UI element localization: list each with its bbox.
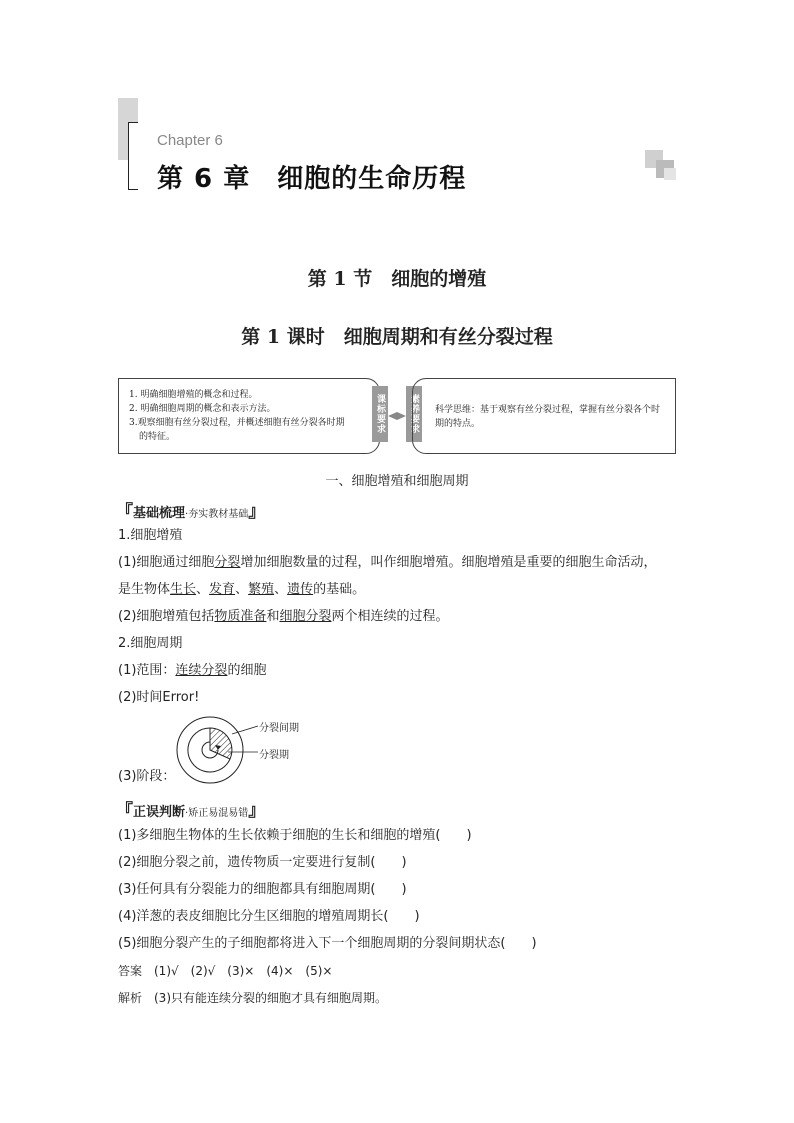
text: 、 bbox=[274, 582, 288, 597]
paragraph bbox=[118, 553, 656, 573]
analysis-line: 解析 (3)只有能连续分裂的细胞才具有细胞周期。 bbox=[118, 991, 387, 1005]
underlined-term: 分裂 bbox=[214, 555, 241, 570]
chapter-english-label: Chapter 6 bbox=[157, 132, 223, 149]
connector-diamond-icon bbox=[388, 412, 406, 420]
chapter-title: 第 6 章 细胞的生命历程 bbox=[157, 164, 467, 194]
judgement-item: (1)多细胞生物体的生长依赖于细胞的生长和细胞的增殖( ) bbox=[118, 828, 472, 843]
requirement-item: 3.观察细胞有丝分裂过程，并概述细胞有丝分裂各时期 bbox=[129, 418, 345, 428]
basics-heading bbox=[116, 497, 265, 522]
cell-cycle-title: 2.细胞周期 bbox=[118, 636, 183, 651]
underlined-term: 连续分裂 bbox=[175, 663, 228, 678]
lesson-title: 第 1 课时 细胞周期和有丝分裂过程 bbox=[241, 326, 553, 348]
literacy-requirements-tag: 素养要求 bbox=[406, 386, 422, 442]
underlined-term: 繁殖 bbox=[248, 582, 275, 597]
section-title: 第 1 节 细胞的增殖 bbox=[307, 268, 487, 290]
mitosis-sector bbox=[210, 728, 232, 759]
judgement-heading bbox=[116, 796, 265, 821]
paragraph bbox=[118, 661, 266, 681]
cell-proliferation-title: 1.细胞增殖 bbox=[118, 528, 183, 543]
requirement-item: 2. 明确细胞周期的概念和表示方法。 bbox=[129, 404, 276, 414]
requirement-item: 的特征。 bbox=[139, 432, 176, 442]
text: 的细胞 bbox=[227, 663, 267, 678]
judgement-item: (5)细胞分裂产生的子细胞都将进入下一个细胞周期的分裂间期状态( ) bbox=[118, 936, 537, 951]
requirement-item: 1. 明确细胞增殖的概念和过程。 bbox=[129, 390, 258, 400]
judgement-item: (4)洋葱的表皮细胞比分生区细胞的增殖周期长( ) bbox=[118, 909, 420, 924]
text: (2)细胞增殖包括 bbox=[118, 609, 215, 624]
text: 、 bbox=[235, 582, 249, 597]
text: 是生物体 bbox=[118, 582, 171, 597]
answer-line: 答案 (1)√ (2)√ (3)× (4)× (5)× bbox=[118, 964, 333, 978]
text: (1)细胞通过细胞 bbox=[118, 555, 215, 570]
label-interphase: 分裂间期 bbox=[259, 723, 299, 734]
text: 增加细胞数量的过程，叫作细胞增殖。细胞增殖是重要的细胞生命活动， bbox=[240, 555, 657, 570]
judgement-item: (2)细胞分裂之前，遗传物质一定要进行复制( ) bbox=[118, 855, 407, 870]
text: 的基础。 bbox=[313, 582, 366, 597]
judgement-heading-text: 正误判断 bbox=[133, 805, 186, 820]
text: 和 bbox=[266, 609, 280, 624]
basics-heading-text: 基础梳理 bbox=[133, 506, 186, 521]
text: 两个相连续的过程。 bbox=[331, 609, 449, 624]
judgement-subheading-text: ·矫正易混易错 bbox=[185, 808, 249, 819]
part-heading: 一、细胞增殖和细胞周期 bbox=[325, 474, 469, 489]
label-mitosis: 分裂期 bbox=[259, 750, 289, 761]
paragraph bbox=[118, 607, 448, 627]
decoration-square bbox=[664, 168, 676, 180]
literacy-requirements-box bbox=[412, 378, 676, 454]
chapter-decoration-bracket bbox=[128, 122, 138, 190]
bracket-open-icon: 『 bbox=[116, 801, 133, 821]
underlined-term: 生长 bbox=[170, 582, 197, 597]
paragraph bbox=[118, 580, 365, 600]
text: (1)范围： bbox=[118, 663, 176, 678]
paragraph: (3)阶段： bbox=[118, 769, 176, 784]
bracket-open-icon: 『 bbox=[116, 502, 133, 522]
underlined-term: 遗传 bbox=[287, 582, 314, 597]
judgement-item: (3)任何具有分裂能力的细胞都具有细胞周期( ) bbox=[118, 882, 407, 897]
basics-subheading-text: ·夯实教材基础 bbox=[185, 509, 249, 520]
paragraph: (2)时间Error! bbox=[118, 690, 200, 705]
underlined-term: 细胞分裂 bbox=[279, 609, 332, 624]
curriculum-requirements-tag: 课标要求 bbox=[372, 386, 388, 442]
underlined-term: 物质准备 bbox=[214, 609, 267, 624]
bracket-close-icon: 』 bbox=[248, 502, 266, 522]
literacy-requirement-text: 科学思维：基于观察有丝分裂过程，掌握有丝分裂各个时期的特点。 bbox=[435, 405, 661, 429]
underlined-term: 发育 bbox=[209, 582, 236, 597]
bracket-close-icon: 』 bbox=[248, 801, 266, 821]
curriculum-requirements-box bbox=[118, 378, 380, 454]
text: 、 bbox=[196, 582, 210, 597]
